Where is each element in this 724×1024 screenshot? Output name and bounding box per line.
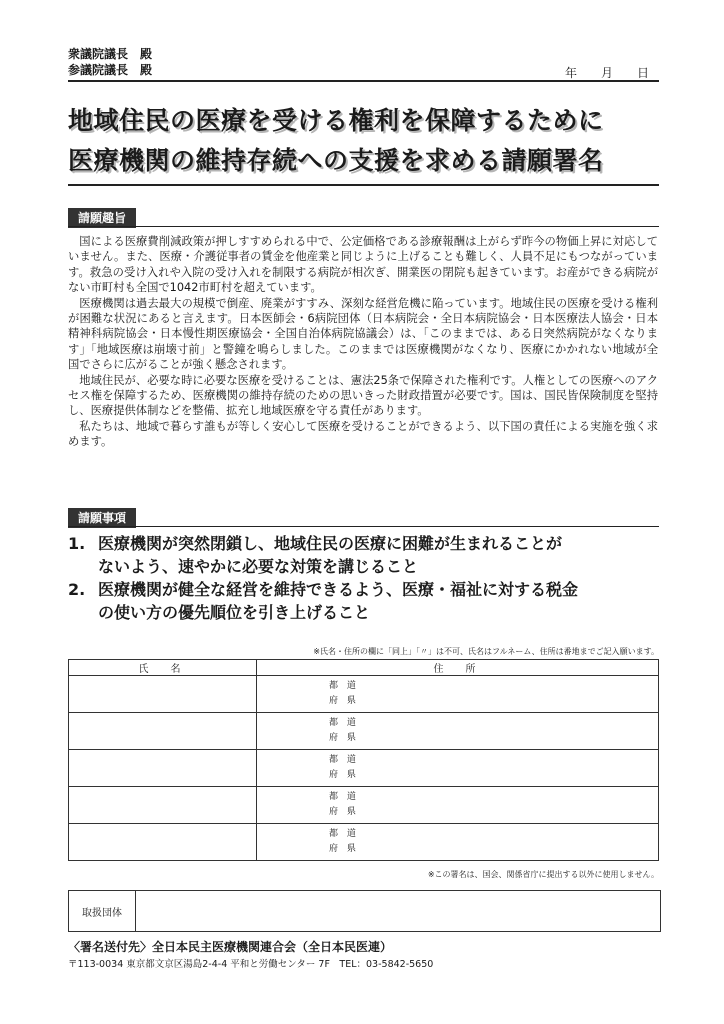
address-cell[interactable] [257, 787, 659, 824]
requests-label: 請願事項 [68, 508, 136, 528]
name-cell[interactable] [69, 824, 257, 861]
requests-list [68, 532, 663, 624]
request-number: 1. [68, 534, 86, 553]
purpose-paragraph: 地域住民が、必要な時に必要な医療を受けることは、憲法25条で保障された権利です。人権としての医療へのアクセス権を保障するため、医療機関の維持存続のための思いきった財政措置が必要です。国は、国民皆保険制度を堅持し、医療提供体制などを整備、拡充し地域医療を守る責任があります。 [68, 373, 658, 418]
prefecture-label: 都 道 [329, 792, 359, 802]
prefecture-label: 府 県 [329, 807, 359, 817]
prefecture-label: 都 道 [329, 681, 359, 691]
prefecture-label: 都 道 [329, 755, 359, 765]
address-cell[interactable] [257, 713, 659, 750]
purpose-label: 請願趣旨 [68, 208, 136, 228]
name-cell[interactable] [69, 750, 257, 787]
table-note-bottom: ※この署名は、国会、関係省庁に提出する以外に使用しません。 [427, 870, 659, 879]
petition-title-line1: 地域住民の医療を受ける権利を保障するために [68, 106, 604, 135]
handling-organization-box [68, 890, 661, 932]
prefecture-label: 府 県 [329, 696, 359, 706]
prefecture-label: 府 県 [329, 844, 359, 854]
purpose-rule [68, 226, 659, 227]
signature-table [68, 659, 659, 861]
name-cell[interactable] [69, 676, 257, 713]
petition-title-line2: 医療機関の維持存続への支援を求める請願署名 [68, 146, 604, 175]
request-item [68, 578, 663, 624]
purpose-paragraph: 医療機関は過去最大の規模で倒産、廃業がすすみ、深刻な経営危機に陥っています。地域住民の医療を受ける権利が困難な状況にあると言えます。日本医師会・6病院団体（日本病院会・全日本病院協会・日本医療法人協会・日本精神科病院協会・日本慢性期医療協会・全国自治体病院協議会）は、「このままでは、ある日突然病院がなくなります」「地域医療は崩壊寸前」と警鐘を鳴らしました。このままでは医療機関がなくなり、医療にかかれない地域が全国でさらに広がることが強く懸念されます。 [68, 296, 658, 372]
prefecture-label: 府 県 [329, 733, 359, 743]
purpose-paragraph: 国による医療費削減政策が押しすすめられる中で、公定価格である診療報酬は上がらず昨今の物価上昇に対応していません。また、医療・介護従事者の賃金を他産業と同じように上げることも難しく、人員不足にもつながっています。救急の受け入れや入院の受け入れを制限する病院が相次ぎ、開業医の閉院も起きています。お産ができる病院がない市町村も全国で1042市町村を超えています。 [68, 235, 658, 295]
addressee-house-of-representatives: 衆議院議長 殿 [68, 47, 153, 61]
handling-organization-label: 取扱団体 [69, 891, 136, 931]
address-cell[interactable] [257, 676, 659, 713]
addressee-house-of-councillors: 参議院議長 殿 [68, 63, 153, 77]
request-text: 医療機関が突然閉鎖し、地域住民の医療に困難が生まれることが [98, 534, 563, 553]
purpose-paragraph: 私たちは、地域で暮らす誰もが等しく安心して医療を受けることができるよう、以下国の責任による実施を強く求めます。 [68, 419, 658, 449]
name-cell[interactable] [69, 787, 257, 824]
handling-organization-field[interactable] [136, 891, 660, 931]
address-cell[interactable] [257, 750, 659, 787]
request-number: 2. [68, 580, 86, 599]
request-text: ないよう、速やかに必要な対策を講じること [98, 557, 419, 576]
signature-row [69, 824, 659, 861]
prefecture-label: 府 県 [329, 770, 359, 780]
request-text: の使い方の優先順位を引き上げること [98, 603, 371, 622]
date-field: 年 月 日 [565, 66, 650, 80]
signature-row [69, 750, 659, 787]
purpose-text [68, 234, 658, 450]
sender-address: 〒113-0034 東京都文京区湯島2-4-4 平和と労働センター 7F TEL：03-5842-5650 [68, 959, 434, 970]
signature-row [69, 713, 659, 750]
request-item [68, 532, 663, 578]
signature-row [69, 787, 659, 824]
address-cell[interactable] [257, 824, 659, 861]
title-rule [68, 184, 659, 186]
requests-rule [68, 526, 659, 527]
request-text: 医療機関が健全な経営を維持できるよう、医療・福祉に対する税金 [98, 580, 579, 599]
prefecture-label: 都 道 [329, 718, 359, 728]
header-rule-top [68, 80, 659, 82]
sender-organization: 〈署名送付先〉全日本民主医療機関連合会（全日本民医連） [68, 940, 393, 954]
prefecture-label: 都 道 [329, 829, 359, 839]
signature-row [69, 676, 659, 713]
table-note-top: ※氏名・住所の欄に「同上」「〃」は不可、氏名はフルネーム、住所は番地までご記入願います。 [313, 647, 659, 656]
column-header-address: 住 所 [257, 660, 659, 676]
name-cell[interactable] [69, 713, 257, 750]
column-header-name: 氏 名 [69, 660, 257, 676]
